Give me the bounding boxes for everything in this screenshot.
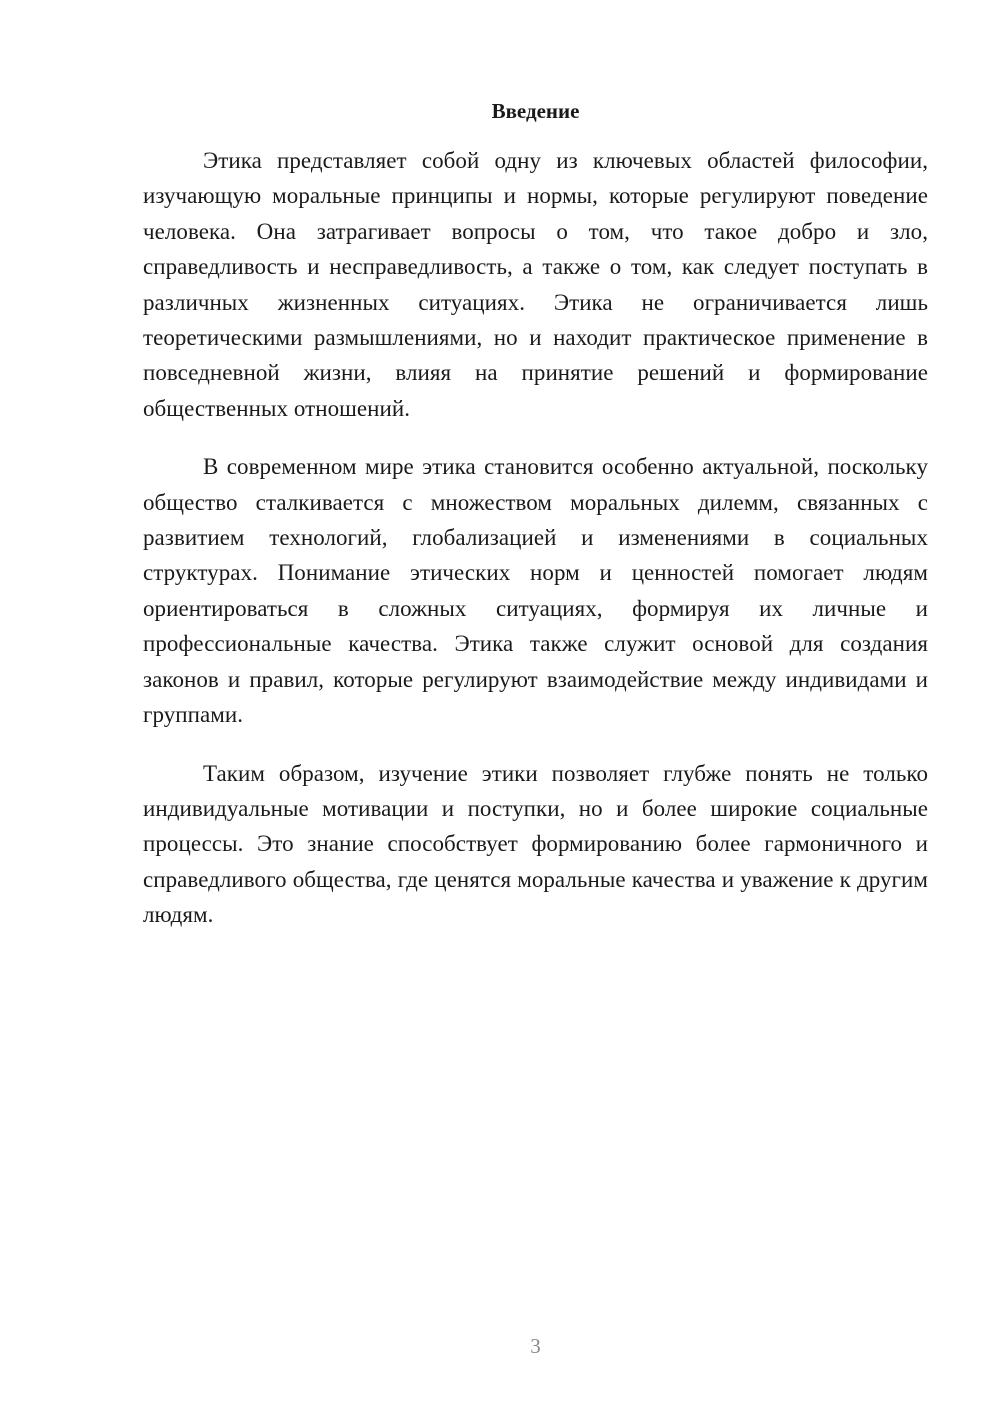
body-text bbox=[143, 143, 928, 956]
page-number: 3 bbox=[530, 1334, 541, 1358]
paragraph-3: Таким образом, изучение этики позволяет глубже понять не только индивидуальные мотивации и поступки, но и более широкие социальные процессы. Это знание способствует формированию более гармоничного и справедливого общества, где ценятся моральные качества и уважение к другим людям. bbox=[143, 760, 928, 928]
paragraph-1: Этика представляет собой одну из ключевых областей философии, изучающую моральные принципы и нормы, которые регулируют поведение человека. Она затрагивает вопросы о том, что такое добро и зло, справедливость и несправедливость, а также о том, как следует поступать в различных жизненных ситуациях. Этика не ограничивается лишь теоретическими размышлениями, но и находит практическое применение в повседневной жизни, влияя на принятие решений и формирование общественных отношений. bbox=[143, 148, 928, 421]
section-heading: Введение bbox=[491, 99, 580, 123]
paragraph-2: В современном мире этика становится особенно актуальной, поскольку общество сталкивается с множеством моральных дилемм, связанных с развитием технологий, глобализацией и изменениями в социальных структурах. Понимание этических норм и ценностей помогает людям ориентироваться в сложных ситуациях, формируя их личные и профессиональные качества. Этика также служит основой для создания законов и правил, которые регулируют взаимодействие между индивидами и группами. bbox=[143, 454, 928, 728]
